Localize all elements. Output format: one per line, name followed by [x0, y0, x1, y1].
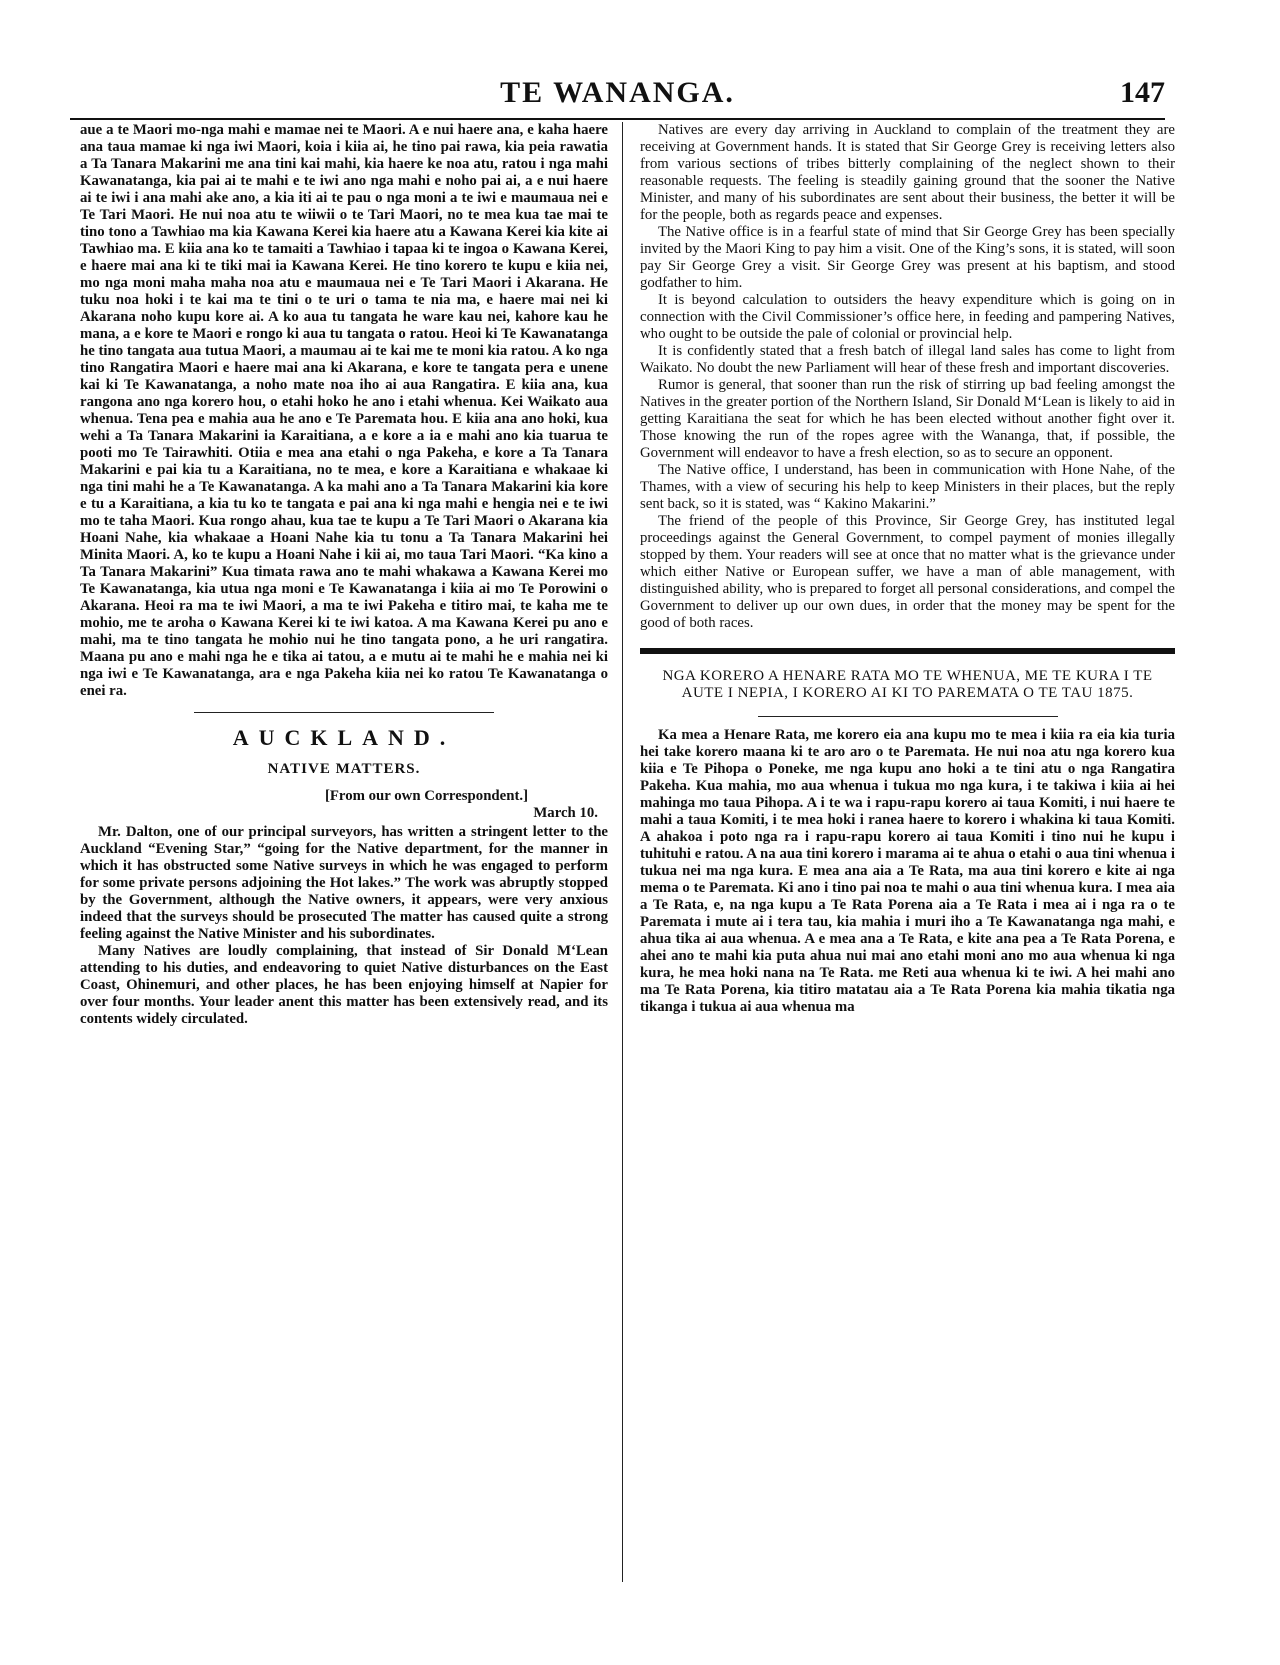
page-header: [70, 70, 1165, 110]
native-matters-paragraph-3: It is beyond calculation to outsiders the heavy expenditure which is going on in connection with the Civil Commissioner’s office here, in feeding and pampering Natives, who ought to be outside the pale of colonial or provincial help.: [640, 292, 1175, 342]
left-column: [80, 122, 608, 1028]
native-matters-paragraph-2: The Native office is in a fearful state of mind that Sir George Grey has been specially invited by the Maori King to pay him a visit. One of the King’s sons, it is stated, will soon pay Sir George Grey a visit. Sir George Grey was present at his baptism, and stood godfather to him.: [640, 224, 1175, 291]
subheading-native-matters: NATIVE MATTERS.: [267, 761, 421, 777]
henare-rata-paragraph: Ka mea a Henare Rata, me korero eia ana kupu mo te mea i kiia ra eia kia turia hei take korero maana ki te aro aro o te Paremata. He nui noa atu nga korero kua kiia e Te Pihopa o Poneke, me nga kupu ano hoki a te tini atu o nga Rangatira Pakeha. Kua mahia, mo aua whenua i tukua mo nga kura, i te takiwa i kiia ai hei mahinga mo taua Pihopa. A i te wa i rapu-rapu korero ai taua Komiti, i nui haere te mahi a taua Komiti, i te mea hoki i ranea haere to korero i whakina ki taua Komiti. A ahakoa i poto nga ra i rapu-rapu korero ai taua Komiti i tino nui he kupu i tuhituhi e ratou. A na aua tini korero i marama ai te ahua o etahi o aua tini whenua i tukua nei ma nga kura. E mea ana aia a Te Rata, ma aua tini korero e kite ai nga mema o te Paremata. Ki ano i tino pai noa te mahi o aua tini whenua kura. I mea aia a Te Rata, e, na nga kupu a Te Rata Porena aia a Te Rata i mea ai i nga ra o te Paremata i mute ai i tera tau, kia mahia i muri iho a Te Kawanatanga nga mahi, e ahua tika ai aua whenua. A e mea ana a Te Rata, e kite ana pea a Te Rata Porena, e ahei ano te mahi kia puta ahua nui mai ano etahi moni ano mo aua whenua ki nga kura, he mea hoki nana na Te Rata. me Reti aua whenua ki te iwi. A hei mahi ano ma Te Rata Porena, kia titiro matatau aia a Te Rata Porena kia mahia tikatia nga tikanga i tukua ai aua whenua ma: [640, 727, 1175, 1015]
correspondent-line: [From our own Correspondent.]: [324, 788, 528, 804]
native-matters-paragraph-7: The friend of the people of this Province, Sir George Grey, has instituted legal proceedings against the General Government, to compel payment of monies illegally stopped by them. Your readers will see at once that no matter what is the grievance under which either Native or European suffer, we have a man of able management, with distinguished ability, who is prepared to forget all personal considerations, and compel the Government to deliver up our own dues, in order that the money may be spent for the good of both races.: [640, 513, 1175, 631]
page-number: 147: [1120, 76, 1165, 109]
nga-korero-heading: NGA KORERO A HENARE RATA MO TE WHENUA, ME TE KURA I TE AUTE I NEPIA, I KORERO AI KI TO PAREMATA O TE TAU 1875.: [662, 668, 1153, 701]
section-heading-auckland: AUCKLAND.: [232, 725, 456, 750]
header-rule: [70, 118, 1165, 120]
right-column: [640, 122, 1175, 1016]
native-matters-paragraph-1: Natives are every day arriving in Auckland to complain of the treatment they are receiving at Government hands. It is stated that Sir George Grey is receiving letters also from various sections of tribes bitterly complaining of the neglect shown to their reasonable requests. The feeling is steadily gaining ground that the sooner the Native Minister, and many of his subordinates are sent about their business, the better it will be for the people, both as regards peace and expenses.: [640, 122, 1175, 223]
native-matters-paragraph-6: The Native office, I understand, has been in communication with Hone Nahe, of the Thames, with a view of securing his help to keep Ministers in their places, but the reply sent back, so it is stated, was “ Kakino Makarini.”: [640, 462, 1175, 512]
thick-section-rule: [640, 648, 1175, 654]
native-matters-paragraph-5: Rumor is general, that sooner than run the risk of stirring up bad feeling amongst the Natives in the greater portion of the Northern Island, Sir Donald M‘Lean is likely to aid in getting Karaitiana the seat for which he has been elected without another fight over it. Those knowing the run of the ropes agree with the Wananga, that, if possible, the Government will endeavor to have a fresh election, so as to secure an opponent.: [640, 377, 1175, 461]
native-matters-paragraph-4: It is confidently stated that a fresh batch of illegal land sales has come to light from Waikato. No doubt the new Parliament will hear of these fresh and important discoveries.: [640, 343, 1175, 376]
newspaper-title: TE WANANGA.: [500, 76, 735, 109]
auckland-paragraph-2: Many Natives are loudly complaining, that instead of Sir Donald M‘Lean attending to his duties, and endeavoring to quiet Native disturbances on the East Coast, Ohinemuri, and other places, he has been enjoying himself at Napier for over four months. Your leader anent this matter has been extensively read, and its contents widely circulated.: [80, 943, 608, 1027]
section-rule: [194, 712, 494, 713]
column-divider: [622, 122, 623, 1582]
heading-rule: [758, 716, 1058, 717]
dateline: March 10.: [533, 805, 598, 821]
maori-article-paragraph: aue a te Maori mo-nga mahi e mamae nei te Maori. A e nui haere ana, e kaha haere ana taua mamae ki nga iwi Maori, koia i kiia ai, he tino pai rawa, kia peia rawatia a Ta Tanara Makarini me ana tini kai mahi, kia haere ke noa atu, ratou i nga mahi Kawanatanga, kia pai ai te mahi e te iwi ano nga mahi e noho pai ai, a e nui haere ai te iwi i ana mahi ake ano, a kia iti ai te pau o nga moni a te iwi e maumaua nei e Te Tari Maori. He nui noa atu te wiiwii o te Tari Maori, no te mea kua tae mai te tino tono a Tawhiao ma kia Kawana Kerei kia haere atu a Kawana Kerei kia kite ai Tawhiao ma. E kiia ana ko te tamaiti a Tawhiao i tapaa ki te ingoa o Kawana Kerei, e haere mai ana ki te tiki mai ia Kawana Kerei. He tino korero te kupu e kiia nei, mo nga moni maha maha noa atu e maumaua nei e Te Tari Maori i Akarana. He tuku noa hoki i te kai ma te tini o te uri o tama te nia ma, e haere mai nei ki Akarana noho kupu kore ai. A ko aua tu tangata he ware kau nei, kahore kau he mana, a e kore te Maori e rongo ki aua tu tangata o ratou. Heoi ki Te Kawanatanga he tino tangata aua tutua Maori, a maumau ai te kai me te moni kia ratou. A ko nga tino Rangatira Maori e haere mai ana ki Akarana, e kore te tangata pera e unene kai ki Te Kawanatanga, a noho mate noa iho ai aua Rangatira. E kiia ana, kua rangona ano nga korero hou, o etahi hoko he ano i etahi whenua. Kei Waikato aua whenua. Tena pea e mahia aua he ano e Te Paremata hou. E kiia ana ano hoki, kua wehi a Ta Tanara Makarini ia Karaitiana, a e kore a ia e mahi ano kia tuarua te pooti mo Te Tairawhiti. Otiia e mea ana etahi o nga Pakeha, e kore a Ta Tanara Makarini e pai kia tu a Karaitiana, no te mea, e kore a Karaitiana e whakaae ki nga tini mahi he a Te Kawanatanga. A ka mahi ano a Ta Tanara Makarini kia kore e tu a Karaitiana, a kia tu ko te tangata e pai ana ki nga mahi e hengia nei e te iwi mo te taha Maori. Kua rongo ahau, kua tae te kupu a Te Tari Maori o Akarana kia Hoani Nahe, kia whakaae a Hoani Nahe kia tu tonu a Ta Tanara Makarini hei Minita Maori. A, ko te kupu a Hoani Nahe i kii ai, mo taua Tari Maori. “Ka kino a Ta Tanara Makarini” Kua timata rawa ano te mahi whakawa a Kawana Kerei mo Te Kawanatanga, kia utua nga moni e Te Kawanatanga i kiia ai mo Te Porowini o Akarana. Heoi ra ma te iwi Maori, a ma te iwi Pakeha e titiro mai, te kaha me te mohio, me te aroha o Kawana Kerei ki te iwi katoa. A ma Kawana Kerei pu ano e mahi, ma te tino tangata he mohio nui he tino tangata pono, a he uri rangatira. Maana pu ano e mahi nga he e tika ai tatou, a e mutu ai te mahi he e mahia nei ki nga iwi e Te Kawanatanga, ara e nga Pakeha kiia nei ko ratou Te Kawanatanga o enei ra.: [80, 122, 608, 699]
auckland-paragraph-1: Mr. Dalton, one of our principal surveyors, has written a stringent letter to the Auckland “Evening Star,” “going for the Native department, for the manner in which it has obstructed some Native surveys in which he was engaged to perform for some private persons adjoining the Hot lakes.” The work was abruptly stopped by the Government, although the Native owners, it appears, were very anxious indeed that the surveys should be prosecuted The matter has caused quite a strong feeling against the Native Minister and his subordinates.: [80, 824, 608, 942]
